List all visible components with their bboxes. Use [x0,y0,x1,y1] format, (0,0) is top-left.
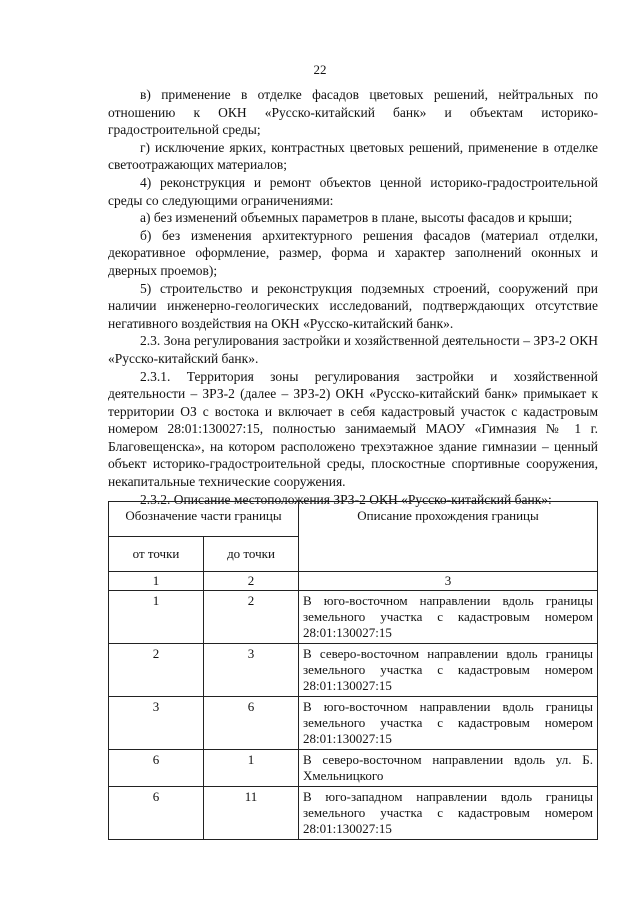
boundary-table [108,501,598,840]
cell-description: В северо-восточном направлении вдоль границы земельного участка с кадастровым номером 28:01:130027:15 [299,644,598,697]
cell-description: В юго-восточном направлении вдоль границы земельного участка с кадастровым номером 28:01:130027:15 [299,697,598,750]
cell-description: В юго-западном направлении вдоль границы земельного участка с кадастровым номером 28:01:130027:15 [299,787,598,840]
table-row [109,644,598,697]
paragraph-b: б) без изменения архитектурного решения фасадов (материал отделки, декоративное оформление, размер, форма и характер заполнений оконных и дверных проемов); [108,227,598,278]
cell-to: 1 [204,750,299,787]
cell-to: 6 [204,697,299,750]
section-2-3-2: 2.3.2. Описание местоположения ЗРЗ-2 ОКН «Русско-китайский банк»: [140,491,552,507]
cell-to: 3 [204,644,299,697]
table-row [109,697,598,750]
cell-from: 1 [109,591,204,644]
cell-from: 6 [109,787,204,840]
table-header-description: Описание прохождения границы [299,502,598,572]
table-header-to: до точки [204,537,299,572]
table-row [109,787,598,840]
document-body [108,86,598,508]
cell-to: 11 [204,787,299,840]
column-number: 1 [109,572,204,591]
paragraph-v: в) применение в отделке фасадов цветовых решений, нейтральных по отношению к ОКН «Русско-китайский банк» и объектам историко-градостроительной среды; [108,87,598,138]
paragraph-5: 5) строительство и реконструкция подземных строений, сооружений при наличии инженерно-геологических исследований, подтверждающих отсутствие негативного воздействия на ОКН «Русско-китайский банк». [108,280,598,331]
paragraph-a: а) без изменений объемных параметров в плане, высоты фасадов и крыши; [140,210,573,226]
column-number: 3 [299,572,598,591]
cell-description: В юго-восточном направлении вдоль границы земельного участка с кадастровым номером 28:01:130027:15 [299,591,598,644]
table-row [109,750,598,787]
column-number: 2 [204,572,299,591]
cell-description: В северо-восточном направлении вдоль ул. Б. Хмельницкого [299,750,598,787]
section-2-3-heading: 2.3. Зона регулирования застройки и хозяйственной деятельности – ЗРЗ-2 ОКН «Русско-китайский банк». [108,333,598,366]
cell-from: 3 [109,697,204,750]
paragraph-4: 4) реконструкция и ремонт объектов ценной историко-градостроительной среды со следующими ограничениями: [108,174,598,208]
table-header-part: Обозначение части границы [109,502,299,537]
table-row [109,591,598,644]
cell-to: 2 [204,591,299,644]
table-column-numbers [109,572,598,591]
paragraph-g: г) исключение ярких, контрастных цветовых решений, применение в отделке светоотражающих материалов; [108,139,598,173]
table-header-from: от точки [109,537,204,572]
page-number: 22 [313,62,327,77]
section-2-3-1: 2.3.1. Территория зоны регулирования застройки и хозяйственной деятельности – ЗРЗ-2 (далее – ЗРЗ-2) ОКН «Русско-китайский банк» примыкает к территории ОЗ с востока и включает в себя кадастровый участок с кадастровым номером 28:01:130027:15, полностью занимаемый МАОУ «Гимназия № 1 г. Благовещенска», на котором расположено трехэтажное здание гимназии – ценный объект историко-градостроительной среды, плоскостные спортивные сооружения, некапитальные технические сооружения. [108,368,598,490]
cell-from: 6 [109,750,204,787]
cell-from: 2 [109,644,204,697]
